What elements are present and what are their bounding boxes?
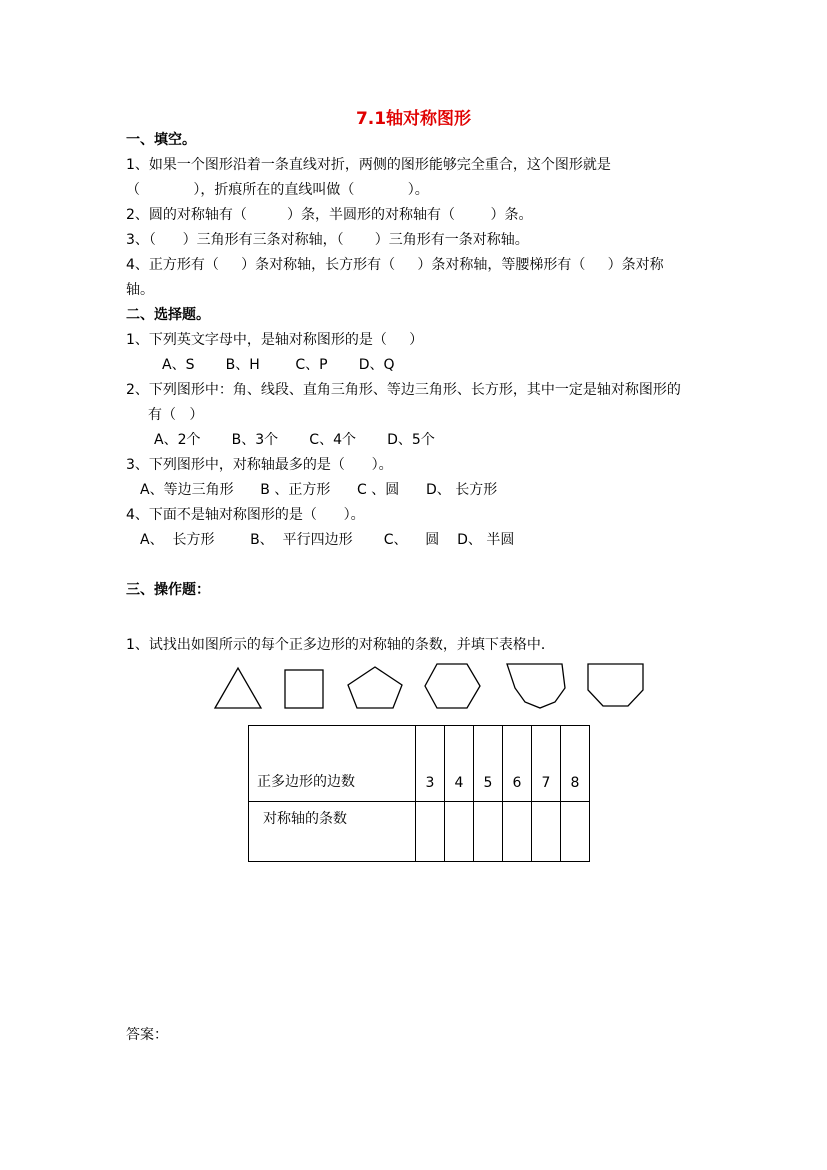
sides-label: 正多边形的边数	[249, 726, 416, 802]
page-title: 7.1轴对称图形	[355, 109, 472, 129]
sides-cell: 5	[474, 726, 503, 802]
sides-cell: 8	[561, 726, 590, 802]
sides-cell: 6	[503, 726, 532, 802]
answer-cell[interactable]	[474, 802, 503, 862]
triangle-shape	[215, 668, 261, 708]
answer-cell[interactable]	[532, 802, 561, 862]
choice-question-1: 1、下列英文字母中，是轴对称图形的是（ ）	[126, 332, 424, 348]
hexagon-shape	[425, 664, 480, 708]
choice-question-4: 4、下面不是轴对称图形的是（ ）。	[126, 507, 365, 523]
octagon-shape	[588, 664, 643, 706]
fill-question-1b: （ ），折痕所在的直线叫做（ ）。	[126, 182, 429, 198]
sides-cell: 3	[416, 726, 445, 802]
sides-cell: 4	[445, 726, 474, 802]
fill-question-1a: 1、如果一个图形沿着一条直线对折，两侧的图形能够完全重合，这个图形就是	[126, 157, 611, 173]
answer-cell[interactable]	[445, 802, 474, 862]
choice-question-3-options: A、等边三角形 B 、正方形 C 、圆 D、 长方形	[140, 482, 498, 498]
section2-heading: 二、选择题。	[126, 307, 210, 323]
choice-question-4-options: A、 长方形 B、 平行四边形 C、 圆 D、 半圆	[140, 532, 515, 548]
pentagon-shape	[348, 667, 402, 708]
fill-question-2: 2、圆的对称轴有（ ）条，半圆形的对称轴有（ ）条。	[126, 207, 533, 223]
regular-polygons-figure	[205, 660, 655, 712]
section1-heading: 一、填空。	[126, 132, 196, 148]
choice-question-2b: 有（ ）	[148, 407, 204, 423]
choice-question-2a: 2、下列图形中：角、线段、直角三角形、等边三角形、长方形，其中一定是轴对称图形的	[126, 382, 681, 398]
square-shape	[285, 670, 323, 708]
table-row	[249, 802, 590, 862]
fill-question-4a: 4、正方形有（ ）条对称轴，长方形有（ ）条对称轴，等腰梯形有（ ）条对称	[126, 257, 664, 273]
choice-question-1-options: A、S B、H C、P D、Q	[162, 357, 395, 373]
polygon-table	[248, 725, 590, 862]
choice-question-3: 3、下列图形中，对称轴最多的是（ ）。	[126, 457, 393, 473]
answer-label: 答案：	[126, 1027, 168, 1043]
axes-label: 对称轴的条数	[249, 802, 416, 862]
table-row	[249, 726, 590, 802]
sides-cell: 7	[532, 726, 561, 802]
fill-question-4b: 轴。	[126, 282, 154, 298]
answer-cell[interactable]	[561, 802, 590, 862]
answer-cell[interactable]	[416, 802, 445, 862]
section3-heading: 三、操作题：	[126, 582, 210, 598]
fill-question-3: 3、（ ）三角形有三条对称轴，（ ）三角形有一条对称轴。	[126, 232, 529, 248]
answer-cell[interactable]	[503, 802, 532, 862]
heptagon-shape	[507, 664, 565, 708]
choice-question-2-options: A、2个 B、3个 C、4个 D、5个	[154, 432, 435, 448]
operation-question-1: 1、试找出如图所示的每个正多边形的对称轴的条数，并填下表格中．	[126, 637, 555, 653]
